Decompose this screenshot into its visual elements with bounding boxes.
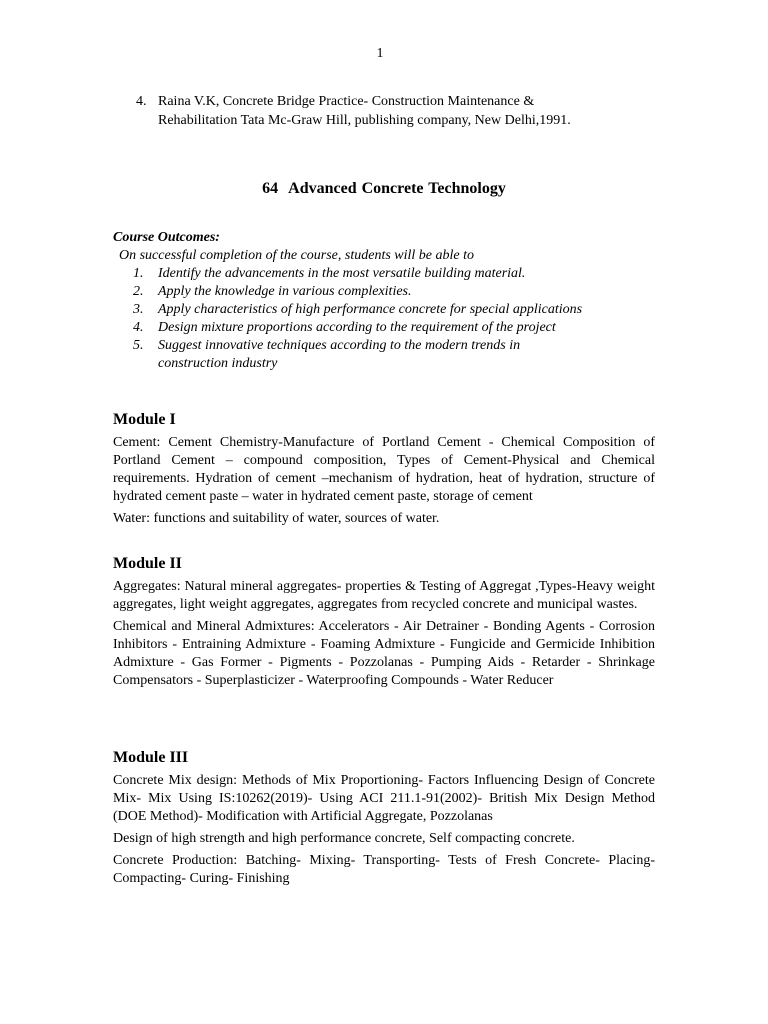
page-number: 1 — [376, 46, 384, 61]
outcome-text: Apply the knowledge in various complexities. — [158, 284, 412, 299]
module-paragraph: Chemical and Mineral Admixtures: Accelerators - Air Detrainer - Bonding Agents - Corrosion Inhibitors - Entraining Admixture - Foaming Admixture - Fungicide and Germicide Inhibition Admixture - Gas Former - Pigments - Pozzolanas - Pumping Aids - Retarder - Shrinkage Compensators - Superplasticizer - Waterproofing Compounds - Water Reducer — [113, 619, 655, 688]
reference-number: 4. — [136, 94, 147, 109]
outcome-number: 1. — [133, 266, 144, 281]
module-paragraph: Aggregates: Natural mineral aggregates- properties & Testing of Aggregat ,Types-Heavy weight aggregates, light weight aggregates, aggregates from recycled concrete and municipal wastes. — [113, 579, 655, 612]
module-2 — [113, 554, 655, 694]
outcome-text: Design mixture proportions according to the requirement of the project — [158, 320, 556, 335]
module-paragraph: Cement: Cement Chemistry-Manufacture of Portland Cement - Chemical Composition of Portland Cement – compound composition, Types of Cement-Physical and Chemical requirements. Hydration of cement –mechanism of hydration, heat of hydration, structure of hydrated cement paste – water in hydrated cement paste, storage of cement — [113, 435, 655, 504]
outcome-item — [113, 301, 658, 319]
reference-text-1: Raina V.K, Concrete Bridge Practice- Construction Maintenance & — [158, 94, 535, 109]
module-3 — [113, 748, 655, 892]
module-title: Module III — [113, 749, 189, 766]
reference-line-1 — [136, 92, 656, 111]
module-paragraph: Water: functions and suitability of water, sources of water. — [113, 511, 440, 526]
outcome-number: 2. — [133, 284, 144, 299]
outcome-text: Suggest innovative techniques according to the modern trends in construction industry — [158, 338, 521, 371]
outcome-item — [113, 319, 658, 337]
module-paragraph: Concrete Mix design: Methods of Mix Proportioning- Factors Influencing Design of Concrete Mix- Mix Using IS:10262(2019)- Using ACI 211.1-91(2002)- British Mix Design Method (DOE Method)- Modification with Artificial Aggregate, Pozzolanas — [113, 773, 655, 824]
course-number: 64 — [262, 180, 279, 197]
outcome-item — [113, 337, 658, 373]
module-paragraph: Design of high strength and high performance concrete, Self compacting concrete. — [113, 831, 575, 846]
outcome-text: Identify the advancements in the most versatile building material. — [158, 266, 526, 281]
reference-text-2: Rehabilitation Tata Mc-Graw Hill, publishing company, New Delhi,1991. — [158, 113, 571, 128]
outcome-number: 3. — [133, 302, 144, 317]
module-title: Module II — [113, 555, 182, 572]
module-1 — [113, 410, 655, 532]
course-title — [0, 180, 768, 198]
module-paragraph: Concrete Production: Batching- Mixing- Transporting- Tests of Fresh Concrete- Placing- Compacting- Curing- Finishing — [113, 853, 655, 886]
outcomes-list — [113, 265, 658, 373]
reference-entry — [136, 92, 656, 130]
outcomes-heading: Course Outcomes: — [113, 230, 220, 245]
course-outcomes — [113, 229, 658, 373]
outcome-number: 4. — [133, 320, 144, 335]
outcome-item — [113, 265, 658, 283]
outcomes-intro: On successful completion of the course, students will be able to — [119, 248, 475, 263]
module-title: Module I — [113, 411, 176, 428]
outcome-item — [113, 283, 658, 301]
outcome-number: 5. — [133, 338, 144, 353]
course-name: Advanced Concrete Technology — [288, 180, 506, 197]
outcome-text: Apply characteristics of high performance concrete for special applications — [158, 302, 583, 317]
